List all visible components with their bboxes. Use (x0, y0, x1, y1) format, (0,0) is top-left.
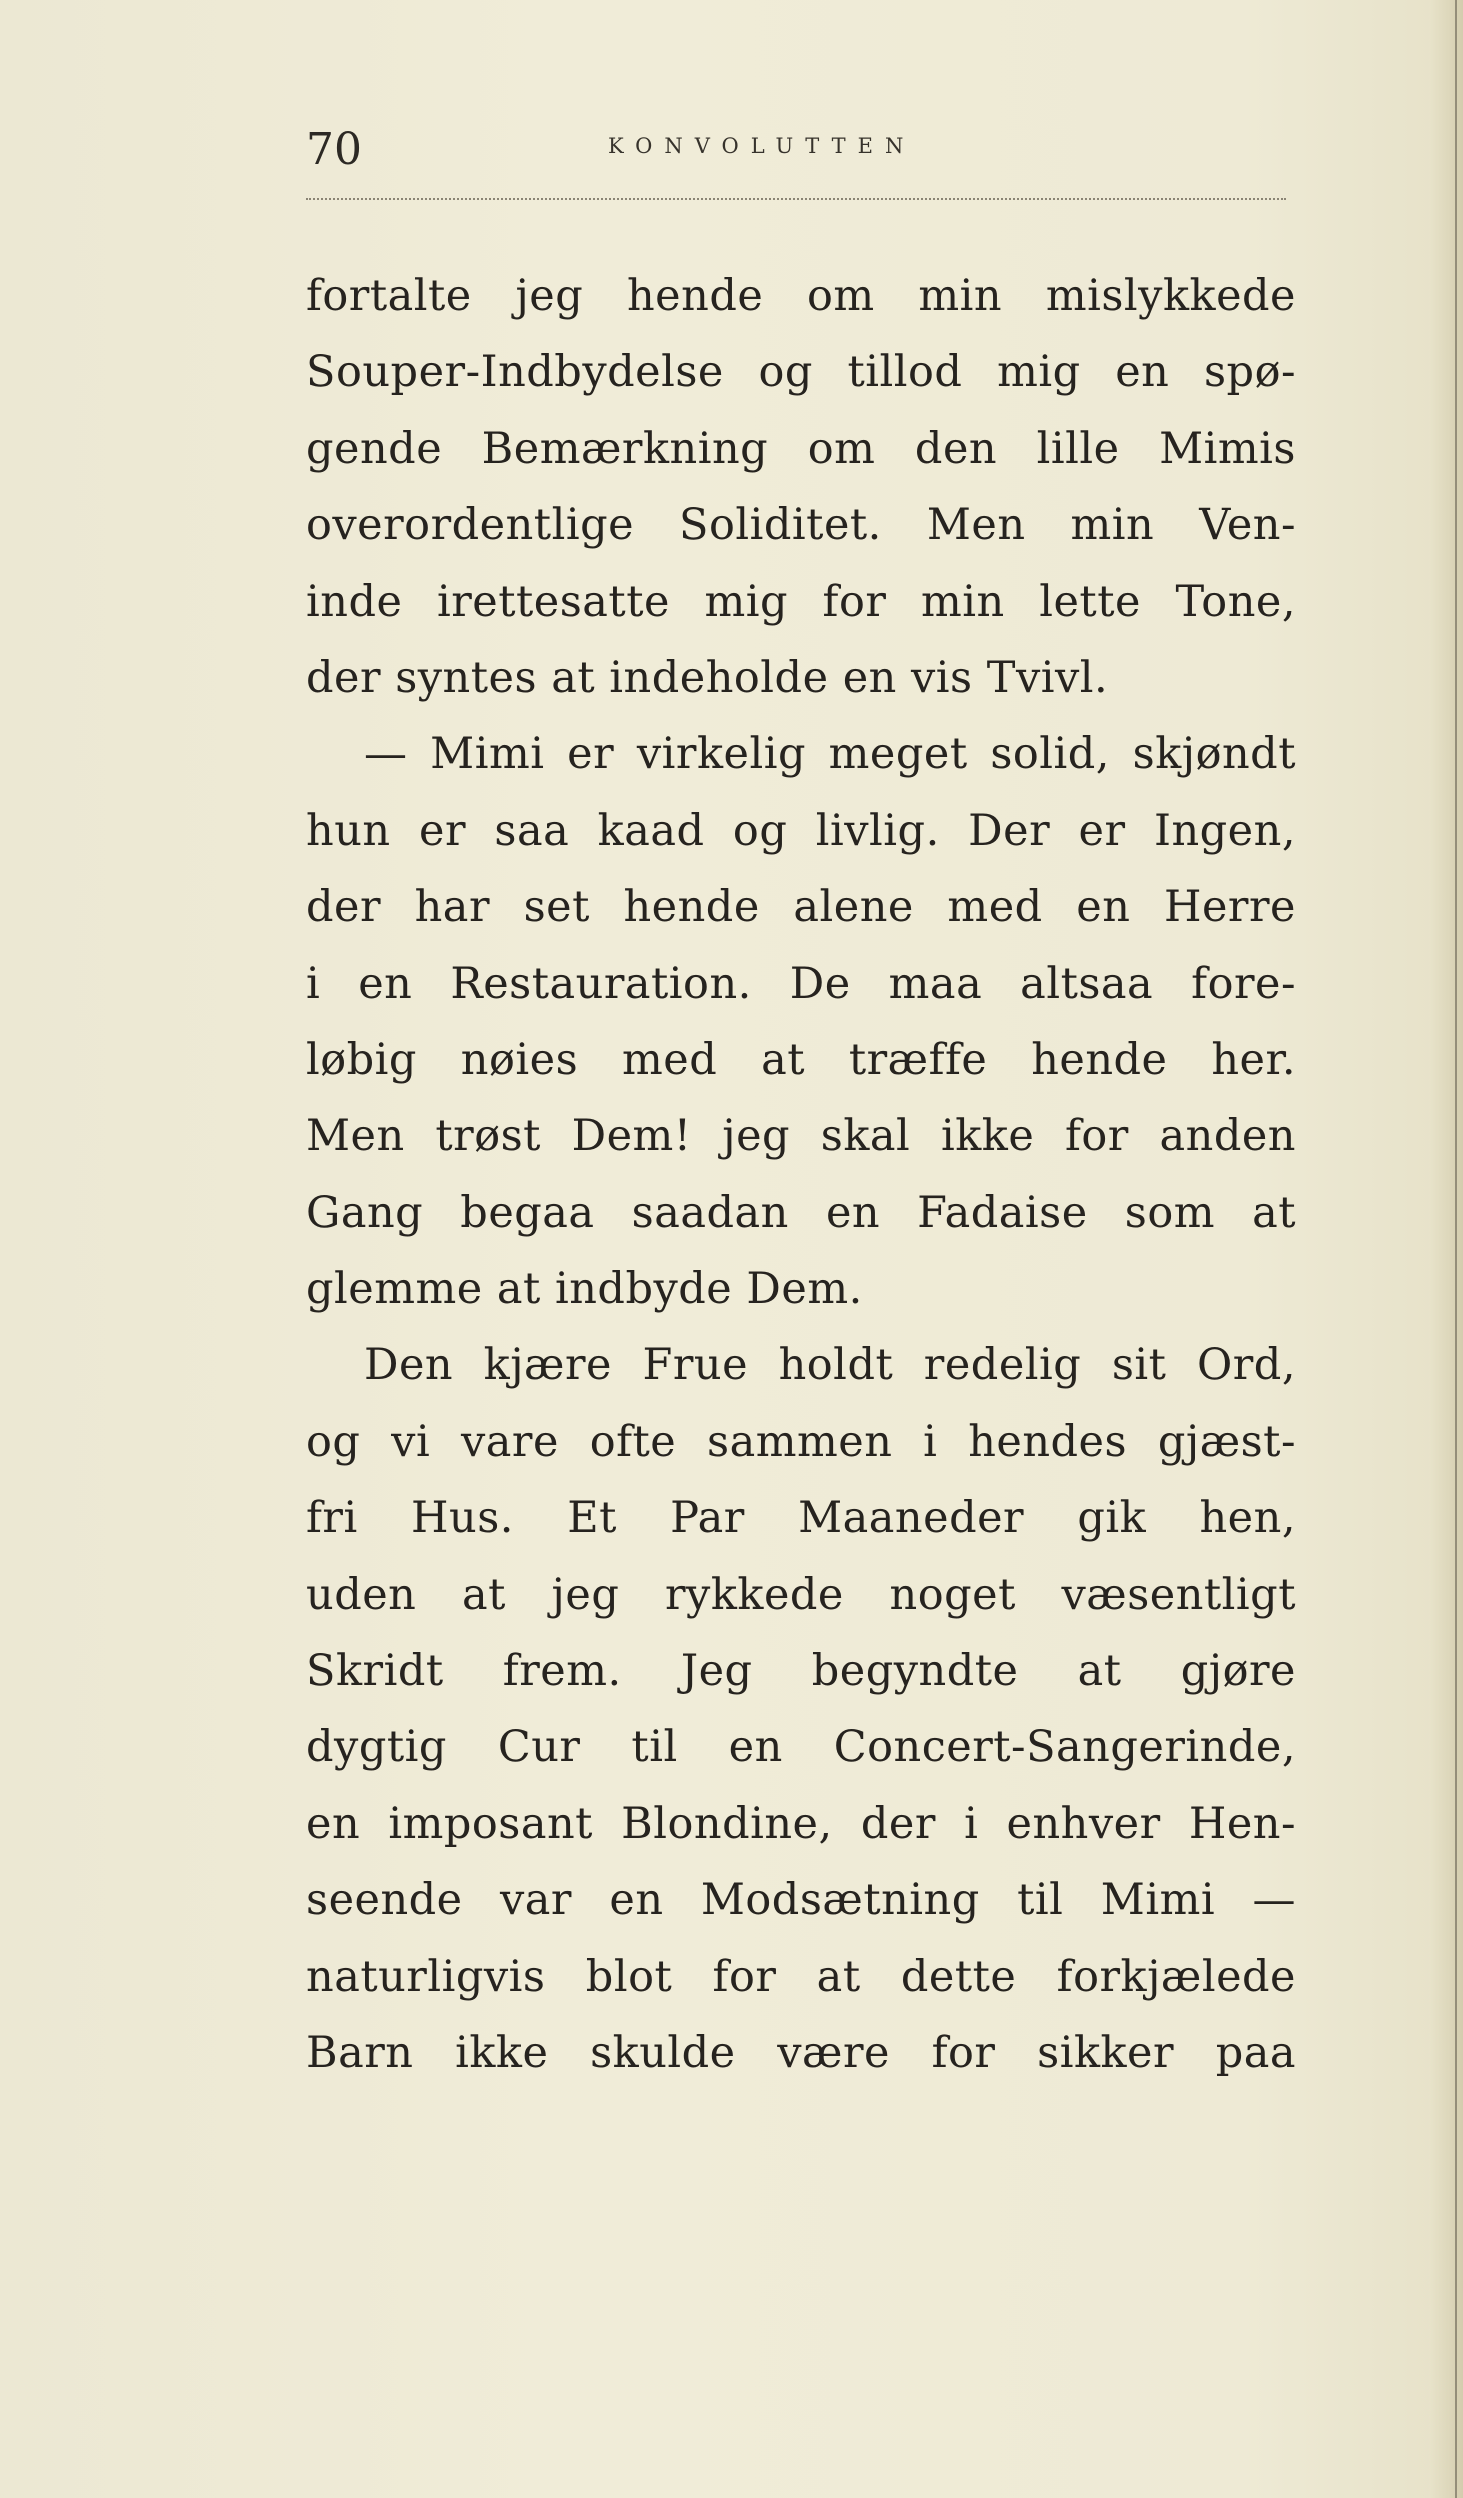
text-line: Souper-Indbydelse og tillod mig en spø- (306, 347, 1296, 398)
text-line: fri Hus. Et Par Maaneder gik hen, (306, 1493, 1296, 1544)
text-line: i en Restauration. De maa altsaa fore- (306, 958, 1296, 1009)
text-line: — Mimi er virkelig meget solid, skjøndt (364, 729, 1296, 780)
page-edge (1429, 0, 1463, 2498)
text-line: hun er saa kaad og livlig. Der er Ingen, (306, 805, 1296, 856)
text-line: Skridt frem. Jeg begyndte at gjøre (306, 1646, 1296, 1697)
text-line: der syntes at indeholde en vis Tvivl. (306, 652, 1109, 703)
text-line: Den kjære Frue holdt redelig sit Ord, (364, 1340, 1296, 1391)
header-rule (306, 198, 1286, 200)
text-line: gende Bemærkning om den lille Mimis (306, 423, 1296, 474)
text-line: uden at jeg rykkede noget væsentligt (306, 1569, 1296, 1620)
text-line: en imposant Blondine, der i enhver Hen- (306, 1798, 1296, 1849)
text-line: og vi vare ofte sammen i hendes gjæst- (306, 1416, 1296, 1467)
text-line: fortalte jeg hende om min mislykkede (306, 271, 1296, 321)
text-line: løbig nøies med at træffe hende her. (306, 1034, 1296, 1085)
binding-shadow (1455, 0, 1457, 2498)
text-line: inde irettesatte mig for min lette Tone, (306, 576, 1296, 627)
text-line: Barn ikke skulde være for sikker paa (306, 2027, 1296, 2078)
text-line: Men trøst Dem! jeg skal ikke for anden (306, 1111, 1296, 1162)
text-line: der har set hende alene med en Herre (306, 882, 1296, 933)
text-line: dygtig Cur til en Concert-Sangerinde, (306, 1722, 1296, 1773)
running-head: KONVOLUTTEN (608, 134, 916, 158)
page-header (306, 120, 1286, 180)
text-line: naturligvis blot for at dette forkjælede (306, 1951, 1296, 2002)
text-line: glemme at indbyde Dem. (306, 1264, 863, 1315)
page-number: 70 (306, 124, 362, 175)
text-line: overordentlige Soliditet. Men min Ven- (306, 500, 1296, 551)
text-line: seende var en Modsætning til Mimi — (306, 1875, 1296, 1926)
text-line: Gang begaa saadan en Fadaise som at (306, 1187, 1296, 1238)
body-text (306, 258, 1296, 2091)
